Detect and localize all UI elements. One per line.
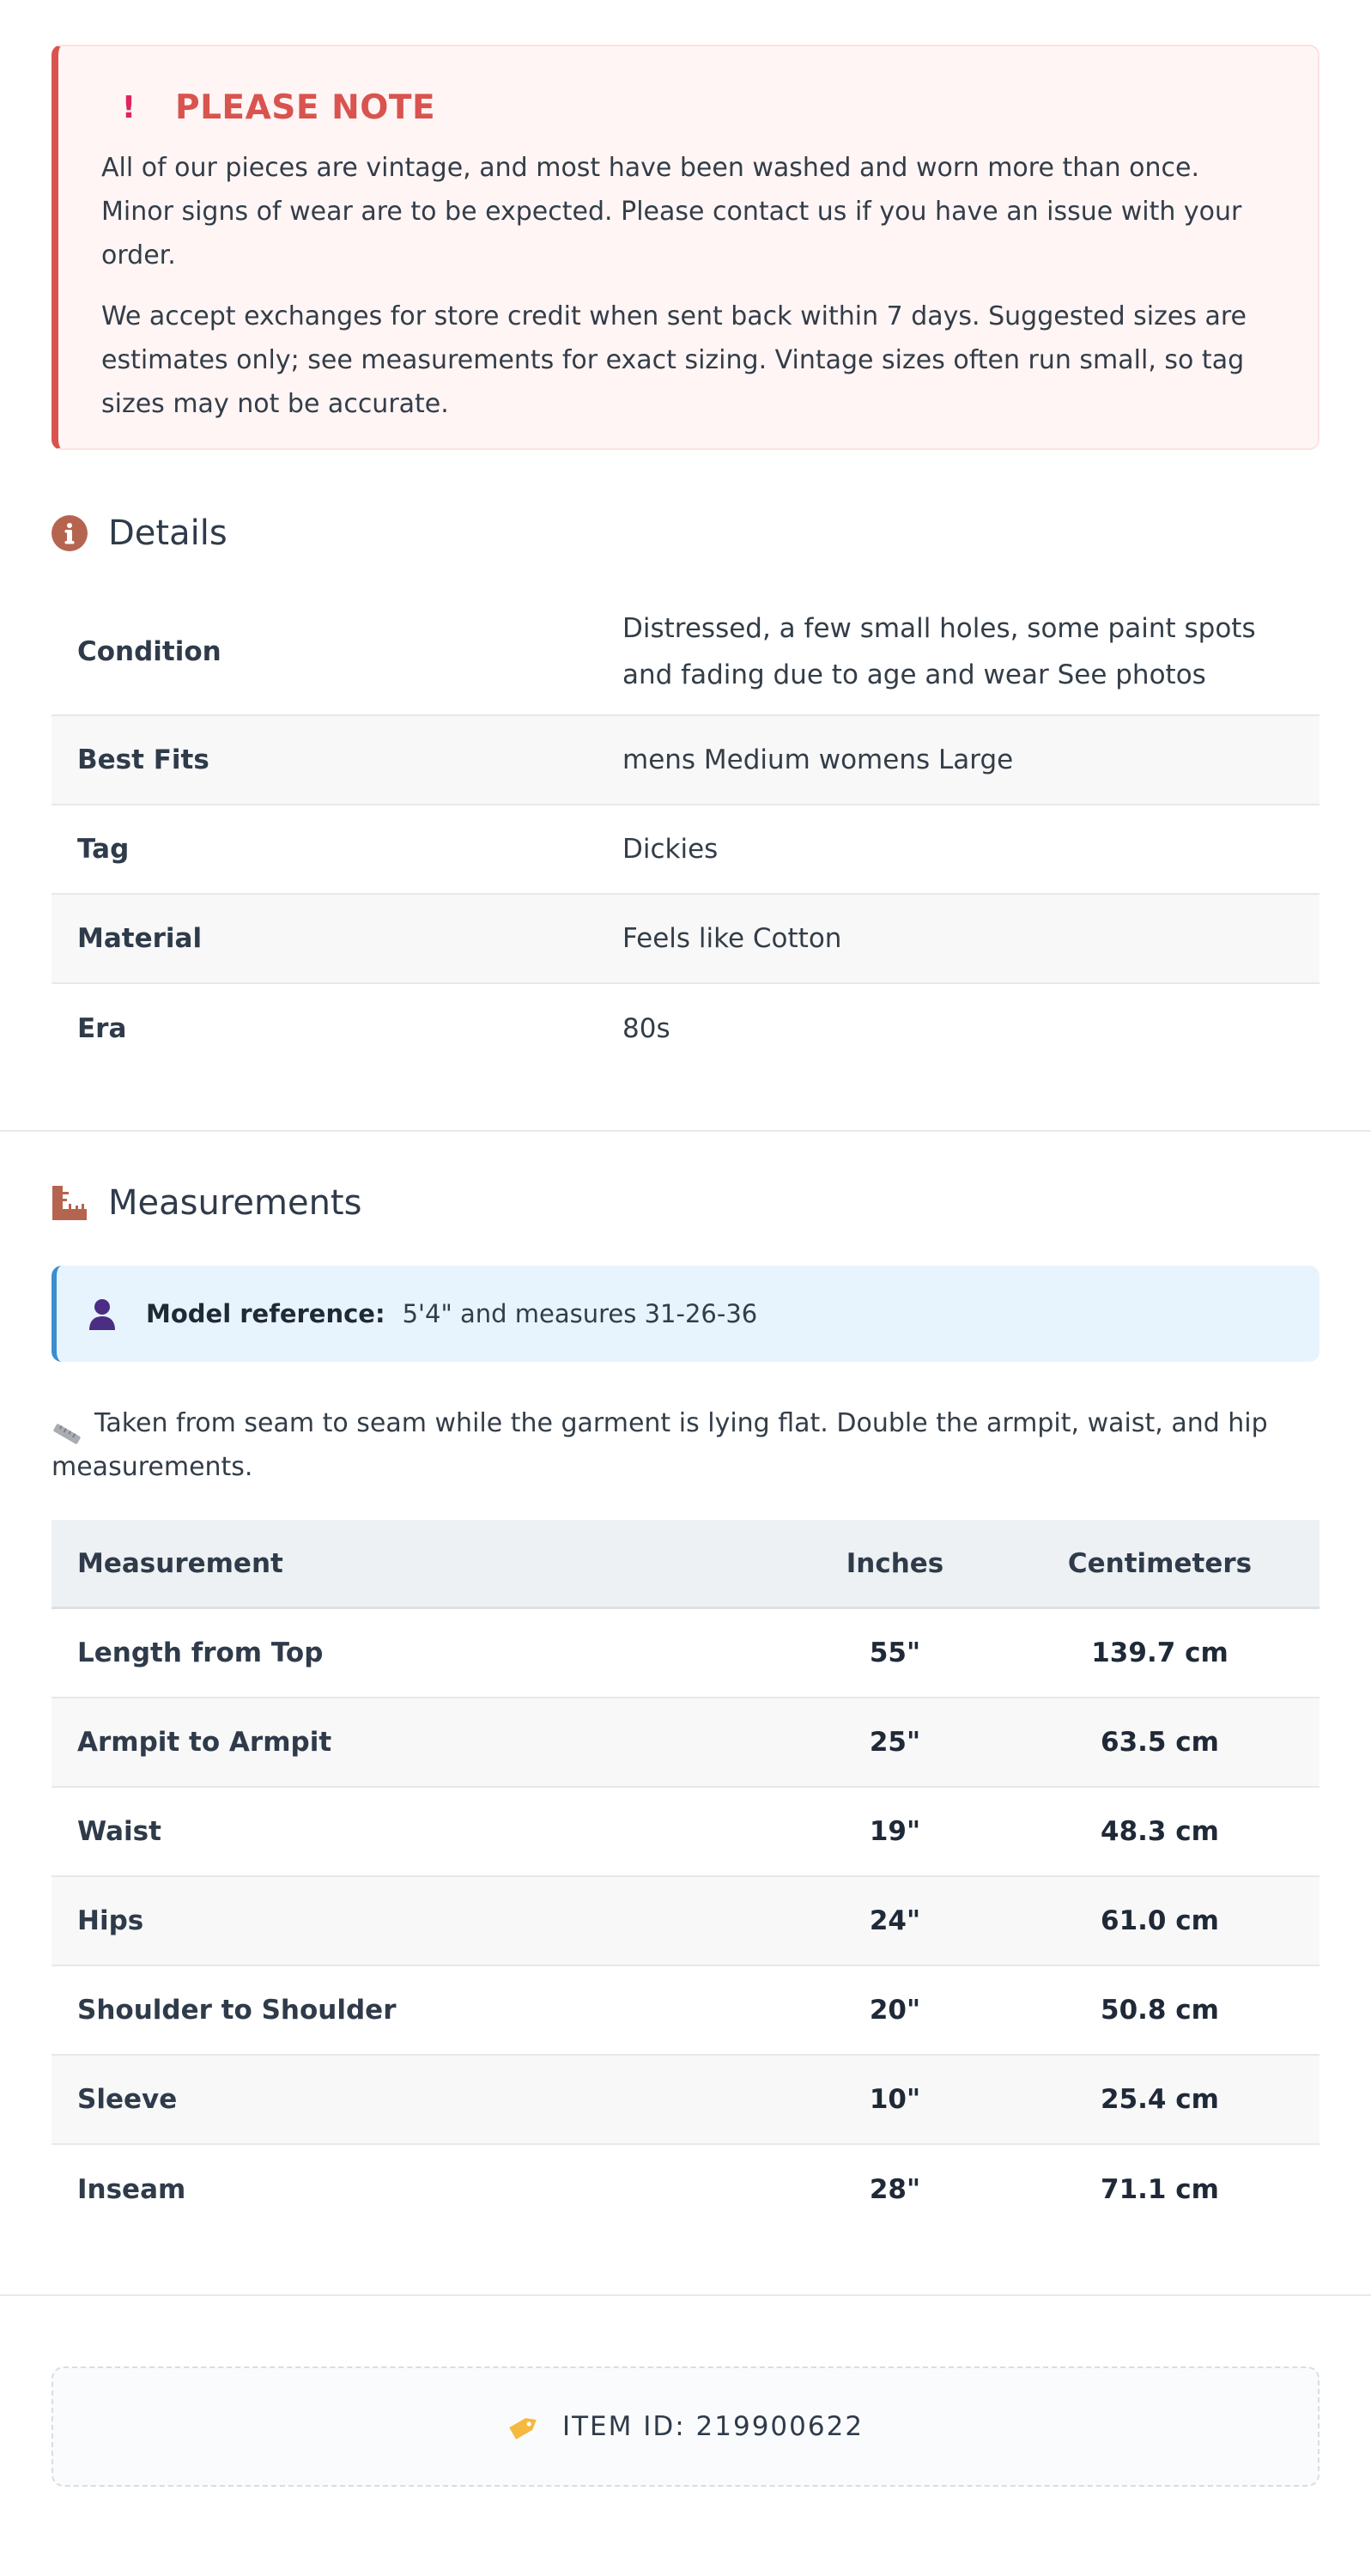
details-row-tag xyxy=(52,805,1319,895)
detail-value: Dickies xyxy=(622,834,719,865)
measurements-header xyxy=(52,1182,1319,1224)
ruler-note-icon xyxy=(52,1414,82,1435)
notice-paragraph: All of our pieces are vintage, and most have been washed and worn more than once. Minor signs of wear are to be expected. Please contact us if you have an issue with your order. xyxy=(101,153,1242,270)
measurement-cm: 50.8 cm xyxy=(1101,1995,1219,2026)
person-icon xyxy=(88,1297,117,1330)
table-row xyxy=(52,1877,1319,1966)
measurement-inches: 25" xyxy=(869,1727,921,1758)
model-reference-label: Model reference: xyxy=(146,1299,385,1328)
measurement-cm: 61.0 cm xyxy=(1101,1905,1219,1936)
measurement-name: Length from Top xyxy=(77,1637,324,1668)
measurement-name: Inseam xyxy=(77,2174,186,2205)
detail-label: Condition xyxy=(77,636,221,667)
detail-label: Era xyxy=(77,1013,127,1044)
detail-label: Material xyxy=(77,923,203,954)
table-row xyxy=(52,2056,1319,2145)
measurement-cm: 139.7 cm xyxy=(1091,1637,1228,1668)
details-header xyxy=(52,512,1319,555)
details-row-era xyxy=(52,984,1319,1073)
detail-label: Best Fits xyxy=(77,744,209,775)
model-reference-value: 5'4" and measures 31-26-36 xyxy=(402,1299,758,1328)
measurement-name: Waist xyxy=(77,1816,161,1847)
column-header-inches: Inches xyxy=(846,1547,944,1579)
details-title: Details xyxy=(108,513,227,553)
exclamation-icon: ! xyxy=(121,89,136,125)
details-table xyxy=(52,589,1319,1073)
measurement-inches: 10" xyxy=(869,2084,921,2115)
measurements-section xyxy=(0,1132,1371,2234)
table-row xyxy=(52,1609,1319,1698)
details-row-condition xyxy=(52,589,1319,716)
detail-value: 80s xyxy=(622,1013,670,1044)
measurements-table xyxy=(52,1520,1319,2234)
measurement-cm: 71.1 cm xyxy=(1101,2174,1219,2205)
notice-paragraph: We accept exchanges for store credit when sent back within 7 days. Suggested sizes are estimates only; see measurements for exact sizing. Vintage sizes often run small, so tag sizes may not be accurate. xyxy=(101,301,1247,419)
measurement-inches: 28" xyxy=(869,2174,921,2205)
column-header-centimeters: Centimeters xyxy=(1067,1547,1253,1579)
measurements-title: Measurements xyxy=(108,1183,362,1223)
measurement-name: Hips xyxy=(77,1905,144,1936)
detail-value: Feels like Cotton xyxy=(622,923,842,954)
measurement-name: Sleeve xyxy=(77,2084,178,2115)
item-id-label: ITEM ID: 219900622 xyxy=(561,2411,864,2442)
page-content xyxy=(0,0,1371,1073)
measurement-inches: 24" xyxy=(869,1905,921,1936)
details-row-material xyxy=(52,895,1319,984)
item-section xyxy=(0,2366,1371,2487)
measurements-table-header xyxy=(52,1520,1319,1609)
detail-label: Tag xyxy=(77,834,130,865)
section-divider xyxy=(0,2294,1371,2296)
info-icon xyxy=(52,515,88,551)
detail-value: mens Medium womens Large xyxy=(622,744,1014,775)
measurement-name: Armpit to Armpit xyxy=(77,1727,332,1758)
table-row xyxy=(52,2145,1319,2234)
please-note-box xyxy=(52,45,1319,450)
notice-title: PLEASE NOTE xyxy=(175,88,436,127)
table-row xyxy=(52,1788,1319,1877)
notice-header xyxy=(101,89,1275,125)
column-header-measurement: Measurement xyxy=(77,1547,283,1579)
model-reference-box xyxy=(52,1266,1319,1362)
detail-value: Distressed, a few small holes, some paint spots and fading due to age and wear See photos xyxy=(622,613,1256,690)
item-id-box xyxy=(52,2366,1319,2487)
table-row xyxy=(52,1698,1319,1788)
table-row xyxy=(52,1966,1319,2056)
tag-icon xyxy=(507,2411,542,2442)
measurement-cm: 25.4 cm xyxy=(1101,2084,1219,2115)
measurement-inches: 20" xyxy=(869,1995,921,2026)
ruler-icon xyxy=(52,1185,88,1221)
measurement-cm: 63.5 cm xyxy=(1101,1727,1219,1758)
details-row-best-fits xyxy=(52,716,1319,805)
measurement-inches: 19" xyxy=(869,1816,921,1847)
measurement-cm: 48.3 cm xyxy=(1101,1816,1219,1847)
measurement-note xyxy=(52,1401,1319,1489)
measurement-inches: 55" xyxy=(869,1637,921,1668)
measurement-name: Shoulder to Shoulder xyxy=(77,1995,397,2026)
measurement-note-text: Taken from seam to seam while the garment is lying flat. Double the armpit, waist, and hip measurements. xyxy=(52,1408,1268,1482)
